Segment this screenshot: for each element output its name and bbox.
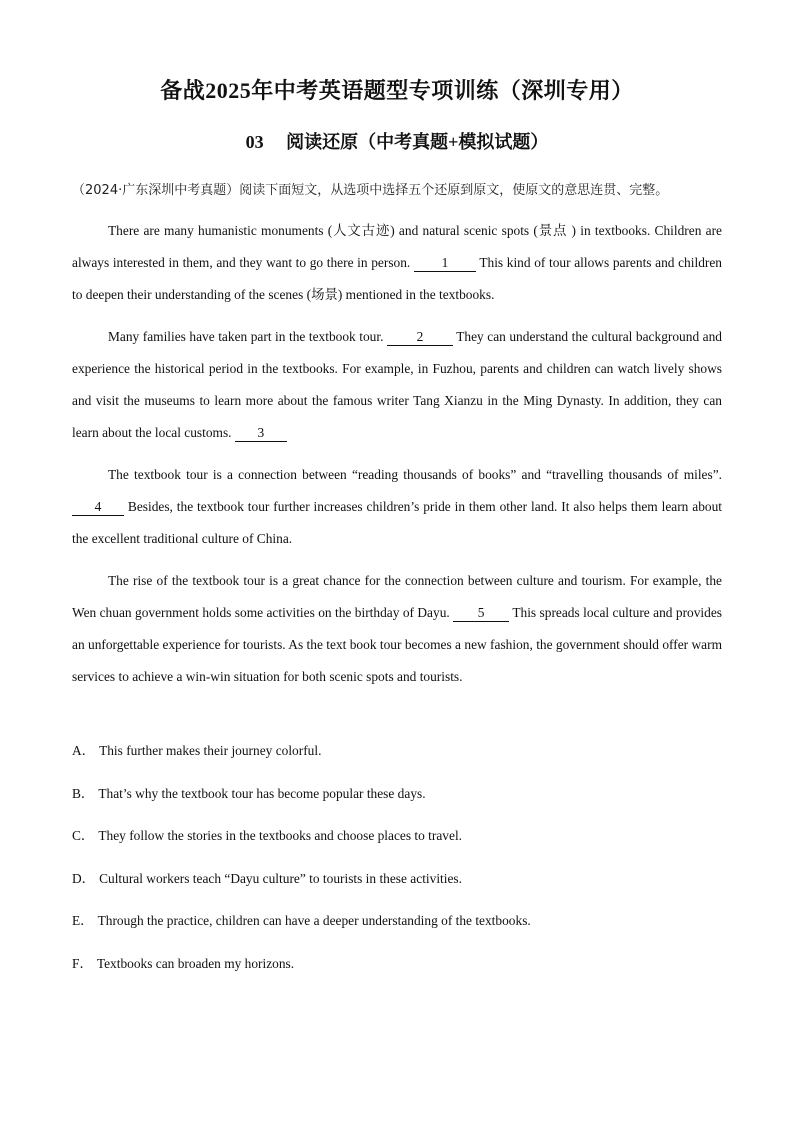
- paragraph-text: There are many humanistic monuments (人文古迹) and natural scenic spots (景点 ) in textbooks. Children are always interested in them, and they want to go there in person.: [72, 223, 722, 270]
- answer-blank-5[interactable]: 5: [453, 605, 509, 622]
- answer-blank-2[interactable]: 2: [387, 329, 453, 346]
- question-instructions: （2024·广东深圳中考真题）阅读下面短文，从选项中选择五个还原到原文，使原文的意思连贯、完整。: [72, 183, 669, 198]
- section-number: 03: [245, 132, 264, 152]
- answer-blank-3[interactable]: 3: [235, 425, 287, 442]
- option-b[interactable]: [72, 785, 722, 828]
- option-letter: C．: [72, 828, 95, 843]
- option-letter: D．: [72, 870, 96, 886]
- option-text: Cultural workers teach “Dayu culture” to tourists in these activities.: [99, 870, 462, 886]
- passage-paragraph-1: [72, 215, 722, 311]
- option-text: That’s why the textbook tour has become popular these days.: [98, 785, 426, 801]
- option-letter: F．: [72, 955, 93, 971]
- document-title: 备战2025年中考英语题型专项训练（深圳专用）: [160, 78, 634, 103]
- passage-paragraph-4: [72, 565, 722, 693]
- paragraph-text: This spreads local culture and provides an unforgettable experience for tourists. As the text book tour becomes a new fashion, the government should offer warm services to achieve a win-win situation for both scenic spots and tourists.: [72, 605, 722, 684]
- option-c[interactable]: [72, 827, 722, 870]
- option-text: They follow the stories in the textbooks and choose places to travel.: [98, 828, 463, 843]
- option-letter: E．: [72, 913, 94, 928]
- paragraph-text: Many families have taken part in the textbook tour.: [108, 329, 387, 344]
- option-d[interactable]: [72, 870, 722, 913]
- option-letter: A．: [72, 743, 96, 758]
- passage-paragraph-2: [72, 321, 722, 449]
- paragraph-text: Besides, the textbook tour further increases children’s pride in them other land. It also helps them learn about the excellent traditional culture of China.: [72, 499, 722, 546]
- option-text: Through the practice, children can have a deeper understanding of the textbooks.: [97, 913, 531, 928]
- answer-options: [72, 742, 722, 997]
- section-title: 阅读还原（中考真题+模拟试题）: [286, 132, 549, 152]
- answer-blank-4[interactable]: 4: [72, 499, 124, 516]
- paragraph-text: This kind of tour allows parents and children to deepen their understanding of the scenes (场景) mentioned in the textbooks.: [72, 255, 722, 302]
- paragraph-text: They can understand the cultural background and experience the historical period in the textbooks. For example, in Fuzhou, parents and children can watch lively shows and visit the museums to learn more about the famous writer Tang Xianzu in the Ming Dynasty. In addition, they can learn about the local customs.: [72, 329, 722, 440]
- option-e[interactable]: [72, 912, 722, 955]
- paragraph-text: The rise of the textbook tour is a great chance for the connection between culture and tourism. For example, the Wen chuan government holds some activities on the birthday of Dayu.: [72, 573, 722, 620]
- passage-paragraph-3: [72, 459, 722, 555]
- section-heading: [0, 128, 794, 154]
- answer-blank-1[interactable]: 1: [414, 255, 476, 272]
- option-text: Textbooks can broaden my horizons.: [96, 955, 295, 971]
- option-a[interactable]: [72, 742, 722, 785]
- option-text: This further makes their journey colorful.: [99, 743, 322, 758]
- paragraph-text: The textbook tour is a connection between “reading thousands of books” and “travelling thousands of miles”.: [108, 467, 722, 482]
- option-f[interactable]: [72, 955, 722, 998]
- option-letter: B．: [72, 785, 95, 801]
